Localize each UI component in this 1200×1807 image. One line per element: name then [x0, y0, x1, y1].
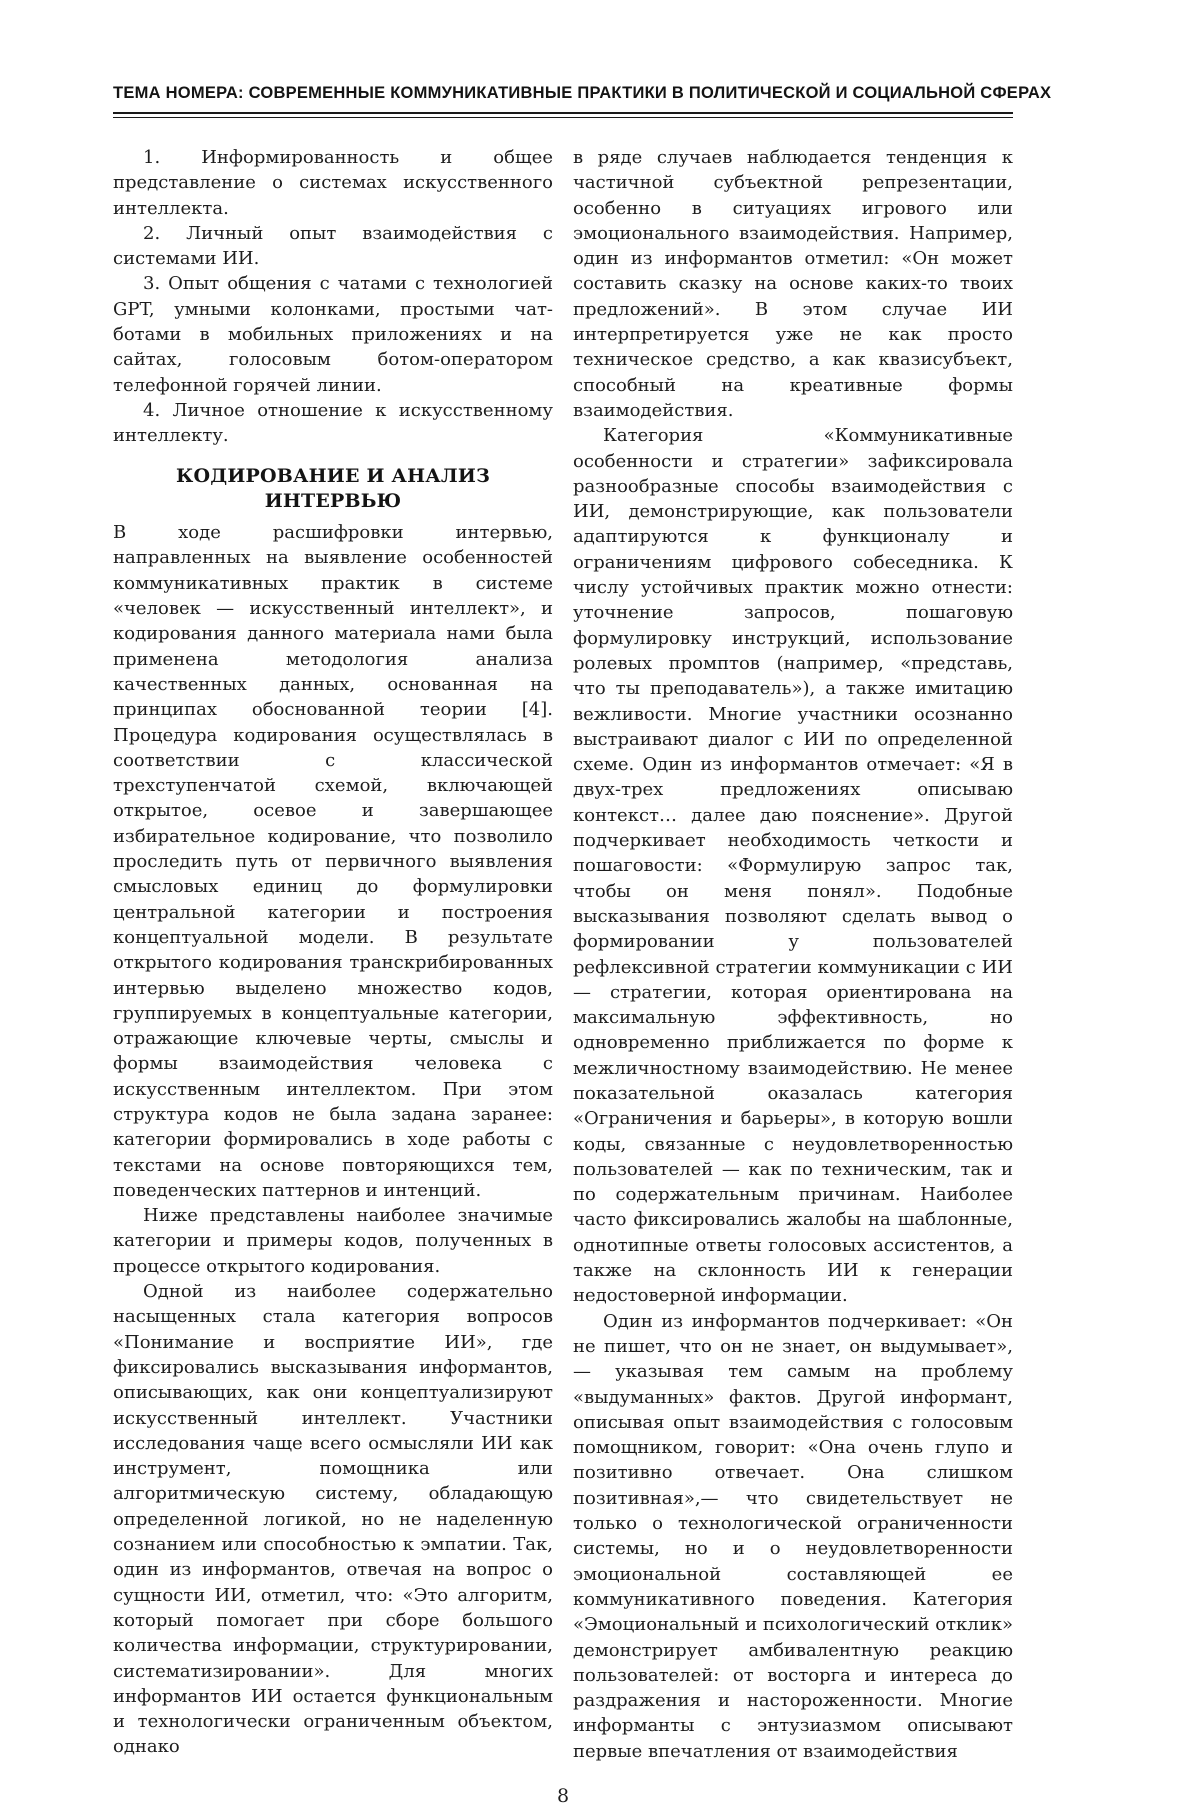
paragraph: Категория «Коммуникативные особенности и стратегии» зафиксировала разнообразные способы взаимодействия с ИИ, демонстрирующие, как пользователи адаптируются к функционалу и ограничениям цифрового собеседника. К числу устойчивых практик можно отнести: уточнение запросов, пошаговую формулировку инструкций, использование ролевых промптов (например, «представь, что ты преподаватель»), а также имитацию вежливости. Многие участники осознанно выстраивают диалог с ИИ по определенной схеме. Один из информантов отмечает: «Я в двух-трех предложениях описываю контекст… далее даю пояснение». Другой подчеркивает необходимость четкости и пошаговости: «Формулирую запрос так, чтобы он меня понял». Подобные высказывания позволяют сделать вывод о формировании у пользователей рефлексивной стратегии коммуникации с ИИ — стратегии, которая ориентирована на максимальную эффективность, но одновременно приближается по форме к межличностному взаимодействию. Не менее показательной оказалась категория «Ограничения и барьеры», в которую вошли коды, связанные с неудовлетворенностью пользователей — как по техническим, так и по содержательным причинам. Наиболее часто фиксировались жалобы на шаблонные, однотипные ответы голосовых ассистентов, а также на склонность ИИ к генерации недостоверной информации. [573, 425, 1013, 1307]
paragraph: В ходе расшифровки интервью, направленных на выявление особенностей коммуникативных практик в системе «человек — искусственный интеллект», и кодирования данного материала нами была применена методология анализа качественных данных, основанная на принципах обоснованной теории [4]. Процедура кодирования осуществлялась в соответствии с классической трехступенчатой схемой, включающей открытое, осевое и завершающее избирательное кодирование, что позволило проследить путь от первичного выявления смысловых единиц до формулировки центральной категории и построения концептуальной модели. В результате открытого кодирования транскрибированных интервью выделено множество кодов, группируемых в концептуальные категории, отражающие ключевые черты, смыслы и формы взаимодействия человека с искусственным интеллектом. При этом структура кодов не была задана заранее: категории формировались в ходе работы с текстами на основе повторяющихся тем, поведенческих паттернов и интенций. [113, 522, 553, 1201]
right-column [573, 145, 1013, 1764]
paragraph: Один из информантов подчеркивает: «Он не пишет, что он не знает, он выдумывает»,— указывая тем самым на проблему «выдуманных» фактов. Другой информант, описывая опыт взаимодействия с голосовым помощником, говорит: «Она очень глупо и позитивно отвечает. Она слишком позитивная»,— что свидетельствует не только о технологической ограниченности системы, но и о неудовлетворенности эмоциональной составляющей ее коммуникативного поведения. Категория «Эмоциональный и психологический отклик» демонстрирует амбивалентную реакцию пользователей: от восторга и интереса до раздражения и настороженности. Многие информанты с энтузиазмом описывают первые впечатления от взаимодействия [573, 1310, 1013, 1762]
article-body [113, 145, 1013, 1764]
header-double-rule [113, 112, 1013, 118]
paragraph: в ряде случаев наблюдается тенденция к частичной субъектной репрезентации, особенно в ситуациях игрового или эмоционального взаимодействия. Например, один из информантов отметил: «Он может составить сказку на основе каких-то твоих предложений». В этом случае ИИ интерпретируется уже не как просто техническое средство, а как квазисубъект, способный на креативные формы взаимодействия. [573, 147, 1013, 421]
running-head-title: ТЕМА НОМЕРА: СОВРЕМЕННЫЕ КОММУНИКАТИВНЫЕ ПРАКТИКИ В ПОЛИТИЧЕСКОЙ И СОЦИАЛЬНОЙ СФЕРАХ [113, 84, 1052, 102]
page-footer [113, 1785, 1013, 1807]
section-heading-coding-and-analysis: КОДИРОВАНИЕ И АНАЛИЗ ИНТЕРВЬЮ [176, 464, 490, 512]
running-head [113, 84, 1052, 118]
left-column [113, 145, 553, 1764]
paragraph: Ниже представлены наиболее значимые категории и примеры кодов, полученных в процессе открытого кодирования. [113, 1205, 553, 1277]
page-number: 8 [556, 1785, 570, 1807]
paragraph: Одной из наиболее содержательно насыщенных стала категория вопросов «Понимание и восприятие ИИ», где фиксировались высказывания информантов, описывающих, как они концептуализируют искусственный интеллект. Участники исследования чаще всего осмысляли ИИ как инструмент, помощника или алгоритмическую систему, обладающую определенной логикой, но не наделенную сознанием или способностью к эмпатии. Так, один из информантов, отвечая на вопрос о сущности ИИ, отметил, что: «Это алгоритм, который помогает при сборе большого количества информации, структурировании, систематизировании». Для многих информантов ИИ остается функциональным и технологически ограниченным объектом, однако [113, 1281, 553, 1758]
list-item-4: 4. Личное отношение к искусственному интеллекту. [113, 399, 553, 447]
list-item-2: 2. Личный опыт взаимодействия с системами ИИ. [113, 222, 553, 270]
list-item-1: 1. Информированность и общее представление о системах искусственного интеллекта. [113, 147, 553, 219]
list-item-3: 3. Опыт общения с чатами с технологией GPT, умными колонками, простыми чат-ботами в мобильных приложениях и на сайтах, голосовым ботом-оператором телефонной горячей линии. [113, 273, 553, 396]
